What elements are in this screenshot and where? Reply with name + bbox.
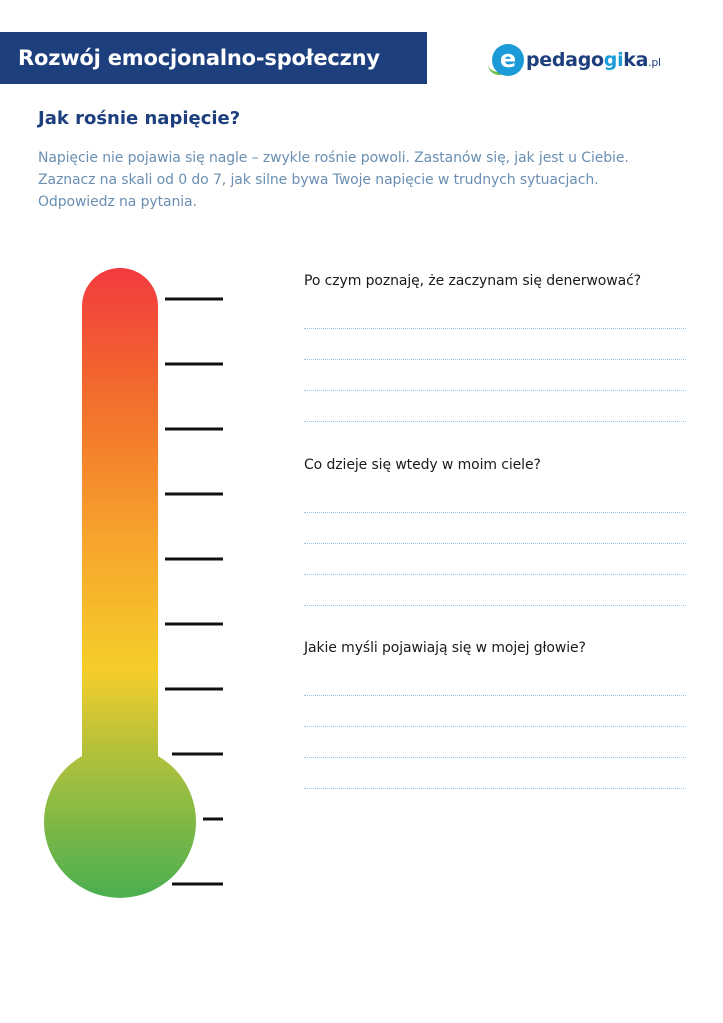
page-title: Jak rośnie napięcie?	[38, 108, 241, 129]
intro-line: Odpowiedz na pytania.	[38, 194, 197, 210]
answer-line[interactable]	[304, 605, 686, 606]
intro-line: Zaznacz na skali od 0 do 7, jak silne bywa Twoje napięcie w trudnych sytuacjach.	[38, 172, 599, 188]
answer-line[interactable]	[304, 726, 686, 727]
thermometer-scale	[0, 0, 300, 920]
banner-title: Rozwój emocjonalno-społeczny	[0, 32, 427, 84]
logo-tld: .pl	[648, 56, 661, 69]
answer-line[interactable]	[304, 359, 686, 360]
answer-line[interactable]	[304, 574, 686, 575]
answer-line[interactable]	[304, 695, 686, 696]
answer-line[interactable]	[304, 328, 686, 329]
epedagogika-logo	[488, 40, 688, 84]
logo-brand: pedagogika	[526, 49, 649, 71]
logo-wordmark	[526, 49, 661, 71]
answer-line[interactable]	[304, 543, 686, 544]
thermometer-body	[44, 268, 196, 898]
answer-line[interactable]	[304, 390, 686, 391]
answer-line[interactable]	[304, 512, 686, 513]
logo-e-icon: e	[492, 44, 524, 76]
question-3: Jakie myśli pojawiają się w mojej głowie?	[304, 640, 586, 656]
question-2: Co dzieje się wtedy w moim ciele?	[304, 457, 541, 473]
question-1: Po czym poznaję, że zaczynam się denerwować?	[304, 273, 642, 289]
intro-line: Napięcie nie pojawia się nagle – zwykle rośnie powoli. Zastanów się, jak jest u Ciebie.	[38, 150, 629, 166]
answer-line[interactable]	[304, 757, 686, 758]
answer-line[interactable]	[304, 788, 686, 789]
answer-line[interactable]	[304, 421, 686, 422]
